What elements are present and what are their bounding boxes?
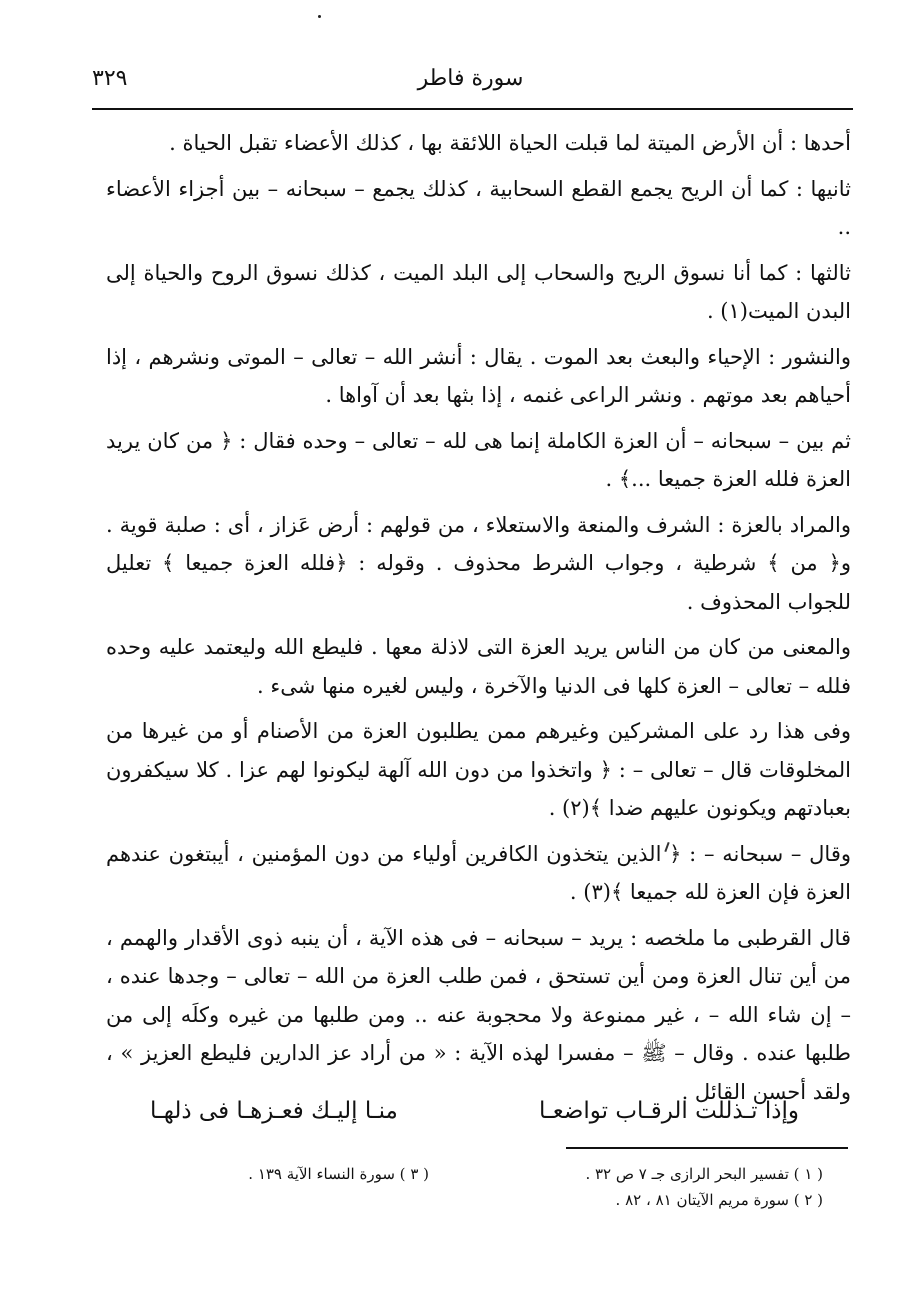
poem-first-hemistich: وإذا تـذللت الرقـاب تواضعـا [538,1098,799,1124]
paragraph: والمعنى من كان من الناس يريد العزة التى لاذلة معها . فليطع الله وليعتمد عليه وحده فلله – تعالى – العزة كلها فى الدنيا والآخرة ، وليس لغيره منها شىء . [106,635,851,698]
footnote-2: ( ٢ ) سورة مريم الآيتان ٨١ ، ٨٢ . [615,1191,823,1209]
paragraph: ثانيها : كما أن الريح يجمع القطع السحابية ، كذلك يجمع – سبحانه – بين أجزاء الأعضاء .. [106,176,851,239]
main-text [106,124,851,1118]
header-rule [92,108,853,110]
paragraph: ثم بين – سبحانه – أن العزة الكاملة إنما هى لله – تعالى – وحده فقال : ﴿ من كان يريد العزة فلله العزة جميعا ...﴾ . [106,428,851,491]
paragraph: والمراد بالعزة : الشرف والمنعة والاستعلاء ، من قولهم : أرض عَزاز ، أى : صلبة قوية . و﴿ من ﴾ شرطية ، وجواب الشرط محذوف . وقوله : ﴿فلله العزة جميعا ﴾ تعليل للجواب المحذوف . [106,512,851,614]
running-header [92,62,849,102]
paragraph: ثالثها : كما أنا نسوق الريح والسحاب إلى البلد الميت ، كذلك نسوق الروح والحياة إلى البدن الميت(١) . [106,260,851,323]
poem-verse [150,1098,799,1134]
footnote-3: ( ٣ ) سورة النساء الآية ١٣٩ . [248,1165,429,1183]
page-number: ٣٢٩ [92,66,128,91]
footnote-rule [566,1147,848,1149]
paragraph: وقال – سبحانه – : ﴿ الذين يتخذون الكافرين أولياء من دون المؤمنين ، أيبتغون عندهم العزة فإن العزة لله جميعا ﴾(٣) . [106,841,851,904]
footnote-1: ( ١ ) تفسير البحر الرازى جـ ٧ ص ٣٢ . [585,1165,823,1183]
ink-speck [318,15,321,18]
paragraph: والنشور : الإحياء والبعث بعد الموت . يقال : أنشر الله – تعالى – الموتى ونشرهم ، إذا أحياهم بعد موتهم . ونشر الراعى غنمه ، إذا بثها بعد أن آواها . [106,344,851,407]
surah-title: سورة فاطر [417,66,524,91]
paragraph: أحدها : أن الأرض الميتة لما قبلت الحياة اللائقة بها ، كذلك الأعضاء تقبل الحياة . [169,131,851,155]
paragraph: قال القرطبى ما ملخصه : يريد – سبحانه – فى هذه الآية ، أن ينبه ذوى الأقدار والهمم ، من أين تنال العزة ومن أين تستحق ، فمن طلب العزة من الله – تعالى – وجدها عنده ، – إن شاء الله – ، غير ممنوعة ولا محجوبة عنه .. ومن طلبها من غيره وكلَه إلى من طلبها عنده . وقال – ﷺ – مفسرا لهذه الآية : « من أراد عز الدارين فليطع العزيز » ، ولقد أحسن القائل . [106,925,851,1104]
poem-second-hemistich: منـا إليـك فعـزهـا فى ذلهـا [150,1098,398,1124]
paragraph: وفى هذا رد على المشركين وغيرهم ممن يطلبون العزة من الأصنام أو من غيرها من المخلوقات قال – تعالى – : ﴿ واتخذوا من دون الله آلهة ليكونوا لهم عزا . كلا سيكفرون بعبادتهم ويكونون عليهم ضدا ﴾(٢) . [106,719,851,820]
